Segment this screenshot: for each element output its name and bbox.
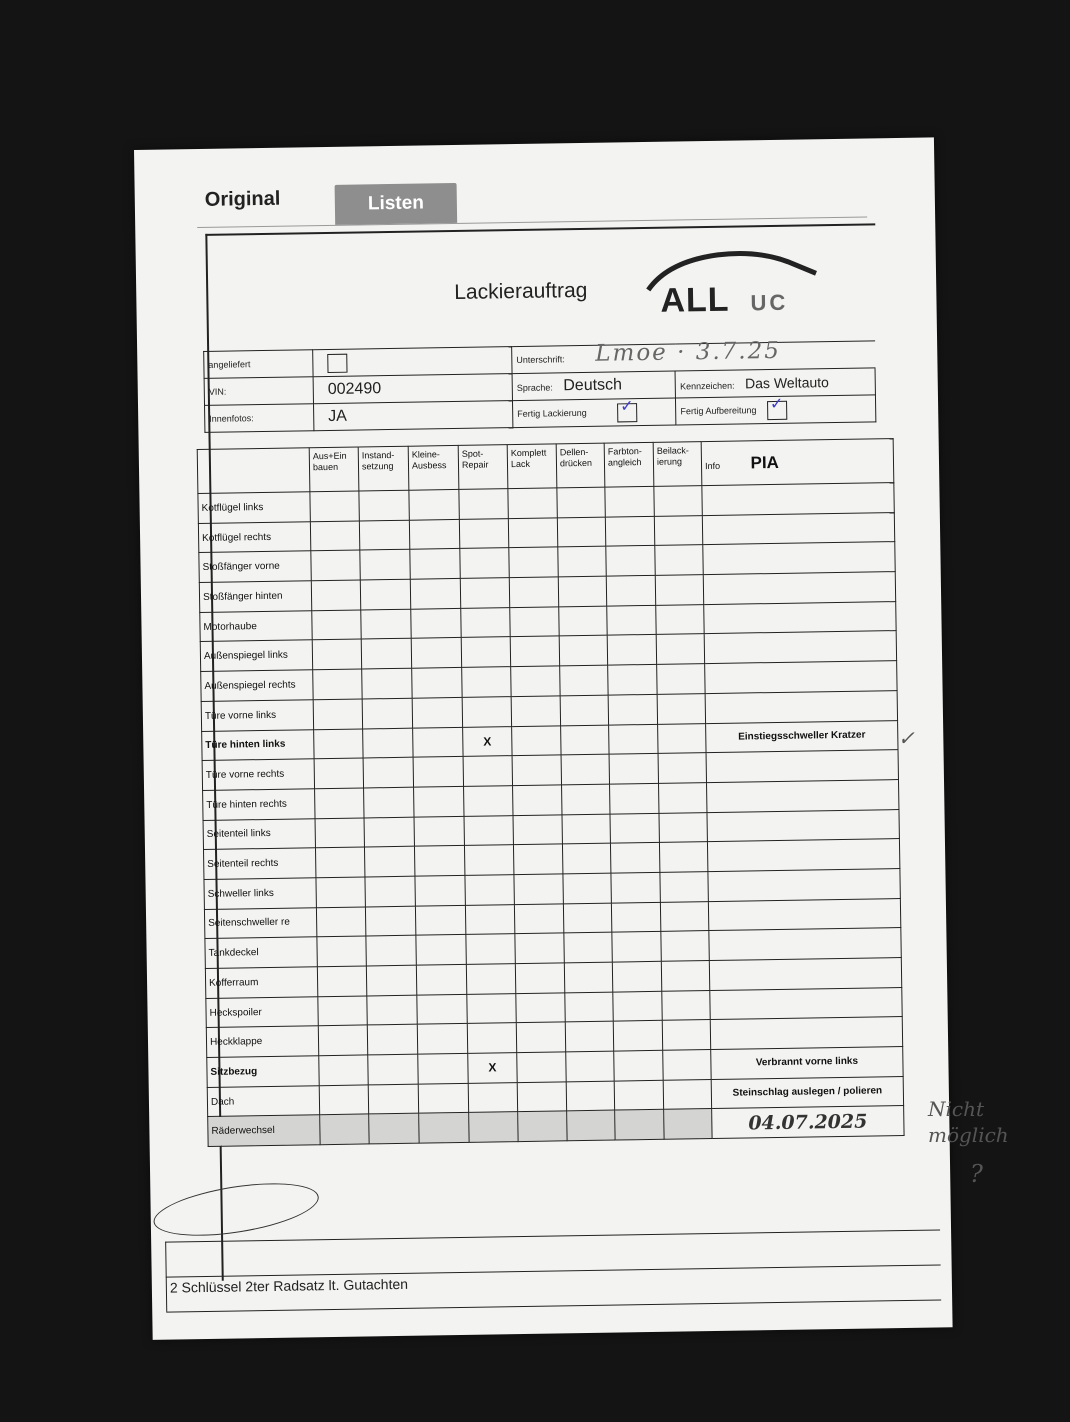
info-cell[interactable] <box>708 898 900 931</box>
table-cell[interactable] <box>410 549 460 579</box>
table-cell[interactable] <box>566 1081 614 1111</box>
fertig-aufbereitung-checkbox[interactable] <box>767 393 787 419</box>
table-cell[interactable] <box>608 664 657 694</box>
row-label: Türe hinten links <box>202 729 314 760</box>
table-cell[interactable] <box>610 783 659 813</box>
table-cell[interactable] <box>362 698 412 728</box>
table-cell[interactable] <box>513 814 562 844</box>
table-cell[interactable] <box>364 787 414 817</box>
table-cell[interactable] <box>615 1110 664 1140</box>
table-cell[interactable] <box>416 935 466 965</box>
table-cell[interactable] <box>364 817 414 847</box>
table-cell[interactable] <box>315 818 364 848</box>
table-cell[interactable] <box>419 1113 469 1143</box>
table-cell[interactable] <box>565 992 613 1022</box>
table-cell[interactable] <box>562 814 610 844</box>
table-cell[interactable] <box>558 576 606 606</box>
spot-repair-cell[interactable] <box>468 1082 517 1112</box>
col-spot-repair: Spot-Repair <box>458 445 508 490</box>
table-cell[interactable] <box>317 936 366 966</box>
table-cell[interactable] <box>514 903 563 933</box>
spot-repair-cell[interactable] <box>466 964 515 994</box>
table-cell[interactable] <box>312 639 361 669</box>
table-cell[interactable] <box>314 728 363 758</box>
table-cell[interactable] <box>557 517 605 547</box>
info-cell[interactable]: Steinschlag auslegen / polieren <box>711 1076 903 1109</box>
row-label: Außenspiegel links <box>200 640 312 671</box>
table-cell[interactable] <box>658 723 706 753</box>
table-cell[interactable] <box>366 935 416 965</box>
table-cell[interactable] <box>415 905 465 935</box>
angeliefert-label: angeliefert <box>204 350 313 379</box>
info-cell[interactable] <box>707 809 899 842</box>
table-cell[interactable] <box>560 665 608 695</box>
table-cell[interactable] <box>610 813 659 843</box>
footer-divider <box>166 1299 941 1312</box>
check-icon: ✓ <box>769 393 784 413</box>
order-form-sheet <box>134 137 953 1339</box>
table-cell[interactable] <box>511 696 560 726</box>
table-cell[interactable] <box>310 491 359 521</box>
table-cell[interactable] <box>518 1111 567 1141</box>
table-cell[interactable] <box>611 902 660 932</box>
col-farbton: Farbton-angleich <box>604 442 654 487</box>
table-cell[interactable] <box>364 846 414 876</box>
info-cell[interactable] <box>708 868 900 901</box>
table-cell[interactable] <box>515 933 564 963</box>
table-cell[interactable] <box>367 1025 417 1055</box>
table-cell[interactable] <box>610 843 659 873</box>
innenfotos-value: JA <box>328 407 348 425</box>
table-cell[interactable] <box>561 725 609 755</box>
table-cell[interactable] <box>659 782 707 812</box>
table-cell[interactable] <box>654 515 702 545</box>
vin-value: 002490 <box>327 380 382 398</box>
table-cell[interactable] <box>317 966 366 996</box>
col-dellen: Dellen-drücken <box>556 443 605 488</box>
table-cell[interactable] <box>562 843 610 873</box>
info-cell[interactable] <box>709 928 901 961</box>
spot-repair-cell[interactable] <box>462 667 511 697</box>
table-cell[interactable] <box>414 816 464 846</box>
table-cell[interactable] <box>656 634 704 664</box>
row-label: Räderwechsel <box>208 1115 320 1146</box>
table-cell[interactable] <box>319 1085 368 1115</box>
table-cell[interactable] <box>660 901 708 931</box>
sprache-value: Deutsch <box>563 376 623 395</box>
all-uc-logo <box>638 239 829 322</box>
table-cell[interactable] <box>659 842 707 872</box>
spot-repair-cell[interactable] <box>465 875 514 905</box>
logo-text: ALL <box>660 280 730 320</box>
innenfotos-label: Innenfotos: <box>205 404 314 433</box>
table-cell[interactable] <box>311 580 360 610</box>
info-cell[interactable]: Verbrannt vorne links <box>711 1047 903 1080</box>
table-cell[interactable] <box>609 724 658 754</box>
table-cell[interactable] <box>510 607 559 637</box>
spot-repair-cell[interactable] <box>466 934 515 964</box>
logo-suffix: UC <box>750 289 789 316</box>
info-cell[interactable] <box>710 1017 902 1050</box>
spot-repair-cell[interactable] <box>461 607 510 637</box>
table-cell[interactable] <box>368 1054 418 1084</box>
table-cell[interactable] <box>409 519 459 549</box>
work-items-table <box>197 438 905 1147</box>
table-cell[interactable] <box>562 784 610 814</box>
form-title: Lackierauftrag <box>454 278 588 304</box>
table-cell[interactable] <box>606 546 655 576</box>
table-cell[interactable] <box>368 1084 418 1114</box>
table-cell[interactable] <box>661 931 709 961</box>
row-label: Türe vorne links <box>201 700 313 731</box>
table-cell[interactable] <box>559 636 607 666</box>
angeliefert-checkbox[interactable] <box>327 353 347 372</box>
vin-label: VIN: <box>204 377 313 406</box>
table-cell[interactable] <box>320 1114 369 1144</box>
table-cell[interactable] <box>415 875 465 905</box>
table-cell[interactable] <box>362 668 412 698</box>
fertig-lackierung-label: Fertig Lackierung <box>517 407 587 419</box>
table-cell[interactable] <box>315 847 364 877</box>
table-cell[interactable] <box>410 578 460 608</box>
row-label: Sitzbezug <box>207 1056 319 1087</box>
table-cell[interactable] <box>314 758 363 788</box>
footer-note: 2 Schlüssel 2ter Radsatz lt. Gutachten <box>169 1275 409 1296</box>
table-cell[interactable] <box>513 844 562 874</box>
spot-repair-cell[interactable] <box>467 993 516 1023</box>
table-cell[interactable] <box>311 550 360 580</box>
row-label: Seitenteil links <box>203 818 315 849</box>
col-instandsetzung: Instand-setzung <box>358 446 409 491</box>
table-cell[interactable] <box>609 754 658 784</box>
info-cell[interactable] <box>706 750 898 783</box>
table-cell[interactable] <box>411 638 461 668</box>
margin-note-nicht-moeglich: Nicht möglich <box>928 1097 1009 1147</box>
table-cell[interactable] <box>658 753 706 783</box>
margin-question-mark: ? <box>970 1160 983 1188</box>
table-cell[interactable] <box>360 550 410 580</box>
table-cell[interactable] <box>613 991 662 1021</box>
table-cell[interactable] <box>512 755 561 785</box>
row-label: Außenspiegel rechts <box>201 670 313 701</box>
row-label: Kotflügel rechts <box>198 521 310 552</box>
table-cell[interactable] <box>412 668 462 698</box>
info-cell[interactable] <box>703 542 895 575</box>
fertig-aufbereitung-label: Fertig Aufbereitung <box>680 404 757 416</box>
table-cell[interactable] <box>517 1082 566 1112</box>
table-cell[interactable] <box>417 1024 467 1054</box>
info-cell[interactable] <box>705 661 897 694</box>
table-cell[interactable] <box>313 669 362 699</box>
table-cell[interactable] <box>414 786 464 816</box>
spot-repair-cell[interactable]: X <box>468 1053 517 1083</box>
margin-check-mark: ✓ <box>898 726 915 750</box>
table-cell[interactable] <box>655 575 703 605</box>
table-cell[interactable] <box>417 994 467 1024</box>
spot-repair-cell[interactable] <box>469 1112 518 1142</box>
table-cell[interactable] <box>511 666 560 696</box>
row-label: Türe hinten rechts <box>203 789 315 820</box>
table-cell[interactable] <box>316 877 365 907</box>
spot-repair-cell[interactable] <box>467 1023 516 1053</box>
table-cell[interactable] <box>413 727 463 757</box>
table-cell[interactable] <box>563 873 611 903</box>
table-cell[interactable] <box>359 490 409 520</box>
spot-repair-cell[interactable] <box>459 518 508 548</box>
table-cell[interactable] <box>611 872 660 902</box>
table-cell[interactable] <box>359 520 409 550</box>
table-cell[interactable] <box>310 521 359 551</box>
row-label: Heckspoiler <box>206 996 318 1027</box>
spot-repair-cell[interactable] <box>459 489 508 519</box>
table-cell[interactable] <box>516 1022 565 1052</box>
col-kleine-ausbess: Kleine-Ausbess <box>408 445 459 490</box>
table-cell[interactable] <box>508 488 557 518</box>
table-cell[interactable] <box>566 1051 614 1081</box>
info-cell[interactable]: 04.07.2025 <box>712 1106 904 1139</box>
kennzeichen-label: Kennzeichen: <box>679 380 735 392</box>
unterschrift-label: Unterschrift: <box>516 354 565 366</box>
table-cell[interactable] <box>516 993 565 1023</box>
row-label: Stoßfänger hinten <box>199 581 311 612</box>
spot-repair-cell[interactable] <box>464 815 513 845</box>
table-cell[interactable] <box>654 486 702 516</box>
row-label: Schweller links <box>204 878 316 909</box>
table-cell[interactable] <box>560 695 608 725</box>
spot-repair-cell[interactable] <box>462 696 511 726</box>
table-cell[interactable] <box>659 812 707 842</box>
row-label: Kofferraum <box>205 967 317 998</box>
info-cell[interactable] <box>707 839 899 872</box>
table-cell[interactable] <box>363 728 413 758</box>
table-cell[interactable] <box>605 486 654 516</box>
row-label: Motorhaube <box>200 611 312 642</box>
info-cell[interactable] <box>702 483 894 516</box>
table-cell[interactable] <box>612 961 661 991</box>
col-info: Info <box>704 460 721 472</box>
table-cell[interactable] <box>557 487 605 517</box>
spot-repair-cell[interactable] <box>465 904 514 934</box>
table-cell[interactable] <box>561 754 609 784</box>
info-cell[interactable] <box>710 987 902 1020</box>
table-cell[interactable] <box>318 996 367 1026</box>
spot-repair-cell[interactable]: X <box>463 726 512 756</box>
table-cell[interactable] <box>564 962 612 992</box>
table-cell[interactable] <box>361 609 411 639</box>
handwritten-signature: Lmoe · 3.7.25 <box>595 337 782 367</box>
corner-cell <box>197 448 310 494</box>
table-cell[interactable] <box>613 1021 662 1051</box>
table-cell[interactable] <box>361 639 411 669</box>
table-cell[interactable] <box>369 1114 419 1144</box>
spot-repair-cell[interactable] <box>460 578 509 608</box>
table-cell[interactable] <box>360 579 410 609</box>
table-cell[interactable] <box>563 903 611 933</box>
table-cell[interactable] <box>655 545 703 575</box>
row-label: Seitenteil rechts <box>203 848 315 879</box>
info-cell[interactable] <box>703 572 895 605</box>
table-cell[interactable] <box>607 635 656 665</box>
row-label: Kotflügel links <box>198 492 310 523</box>
table-cell[interactable] <box>512 725 561 755</box>
tab-original: Original <box>204 187 281 211</box>
table-cell[interactable] <box>315 788 364 818</box>
table-cell[interactable] <box>418 1053 468 1083</box>
spot-repair-cell[interactable] <box>464 786 513 816</box>
info-cell[interactable] <box>704 631 896 664</box>
table-cell[interactable] <box>663 1050 711 1080</box>
table-cell[interactable] <box>564 932 612 962</box>
table-cell[interactable] <box>661 961 709 991</box>
table-cell[interactable] <box>416 964 466 994</box>
table-cell[interactable] <box>367 995 417 1025</box>
row-label: Stoßfänger vorne <box>199 551 311 582</box>
table-cell[interactable] <box>365 906 415 936</box>
info-cell[interactable] <box>702 512 894 545</box>
table-cell[interactable] <box>318 1025 367 1055</box>
table-cell[interactable] <box>414 846 464 876</box>
tab-listen: Listen <box>335 183 458 225</box>
table-cell[interactable] <box>313 699 362 729</box>
table-cell[interactable] <box>663 1079 711 1109</box>
table-cell[interactable] <box>608 694 657 724</box>
table-cell[interactable] <box>559 606 607 636</box>
row-label: Heckklappe <box>206 1026 318 1057</box>
col-pia: PIA <box>750 452 780 473</box>
table-cell[interactable] <box>508 518 557 548</box>
table-cell[interactable] <box>657 693 705 723</box>
info-cell[interactable] <box>707 779 899 812</box>
table-cell[interactable] <box>413 757 463 787</box>
table-cell[interactable] <box>366 965 416 995</box>
table-cell[interactable] <box>509 577 558 607</box>
table-cell[interactable] <box>316 907 365 937</box>
table-cell[interactable] <box>606 575 655 605</box>
table-cell[interactable] <box>510 636 559 666</box>
spot-repair-cell[interactable] <box>460 548 509 578</box>
table-cell[interactable] <box>662 990 710 1020</box>
table-cell[interactable] <box>567 1111 615 1141</box>
table-cell[interactable] <box>312 610 361 640</box>
table-cell[interactable] <box>517 1052 566 1082</box>
table-cell[interactable] <box>656 604 704 634</box>
row-label: Tankdeckel <box>205 937 317 968</box>
check-icon: ✓ <box>619 395 634 415</box>
col-komplett-lack: Komplett Lack <box>507 444 557 489</box>
table-cell[interactable] <box>664 1109 712 1139</box>
table-cell[interactable] <box>418 1083 468 1113</box>
fertig-lackierung-checkbox[interactable] <box>617 395 637 422</box>
table-cell[interactable] <box>657 664 705 694</box>
table-cell[interactable] <box>509 547 558 577</box>
table-cell[interactable] <box>411 608 461 638</box>
spot-repair-cell[interactable] <box>464 845 513 875</box>
col-beilack: Beilack-ierung <box>653 442 702 487</box>
kennzeichen-value: Das Weltauto <box>744 374 829 392</box>
table-cell[interactable] <box>363 757 413 787</box>
table-cell[interactable] <box>514 874 563 904</box>
row-label: Türe vorne rechts <box>202 759 314 790</box>
table-cell[interactable] <box>412 697 462 727</box>
table-cell[interactable] <box>515 963 564 993</box>
table-cell[interactable] <box>605 516 654 546</box>
info-cell[interactable] <box>704 601 896 634</box>
table-cell[interactable] <box>660 872 708 902</box>
table-cell[interactable] <box>319 1055 368 1085</box>
row-label: Dach <box>207 1085 319 1116</box>
info-cell[interactable] <box>705 690 897 723</box>
spot-repair-cell[interactable] <box>463 756 512 786</box>
table-cell[interactable] <box>607 605 656 635</box>
sprache-label: Sprache: <box>516 382 553 394</box>
table-cell[interactable] <box>565 1021 613 1051</box>
table-cell[interactable] <box>365 876 415 906</box>
table-cell[interactable] <box>614 1050 663 1080</box>
row-label: Seitenschweller re <box>204 907 316 938</box>
table-cell[interactable] <box>513 785 562 815</box>
table-cell[interactable] <box>662 1020 710 1050</box>
info-cell[interactable] <box>709 958 901 991</box>
table-cell[interactable] <box>558 547 606 577</box>
table-cell[interactable] <box>409 489 459 519</box>
table-cell[interactable] <box>614 1080 663 1110</box>
info-cell[interactable]: Einstiegsschweller Kratzer <box>706 720 898 753</box>
spot-repair-cell[interactable] <box>461 637 510 667</box>
table-cell[interactable] <box>612 932 661 962</box>
col-aus-ein: Aus+Ein bauen <box>309 447 359 492</box>
